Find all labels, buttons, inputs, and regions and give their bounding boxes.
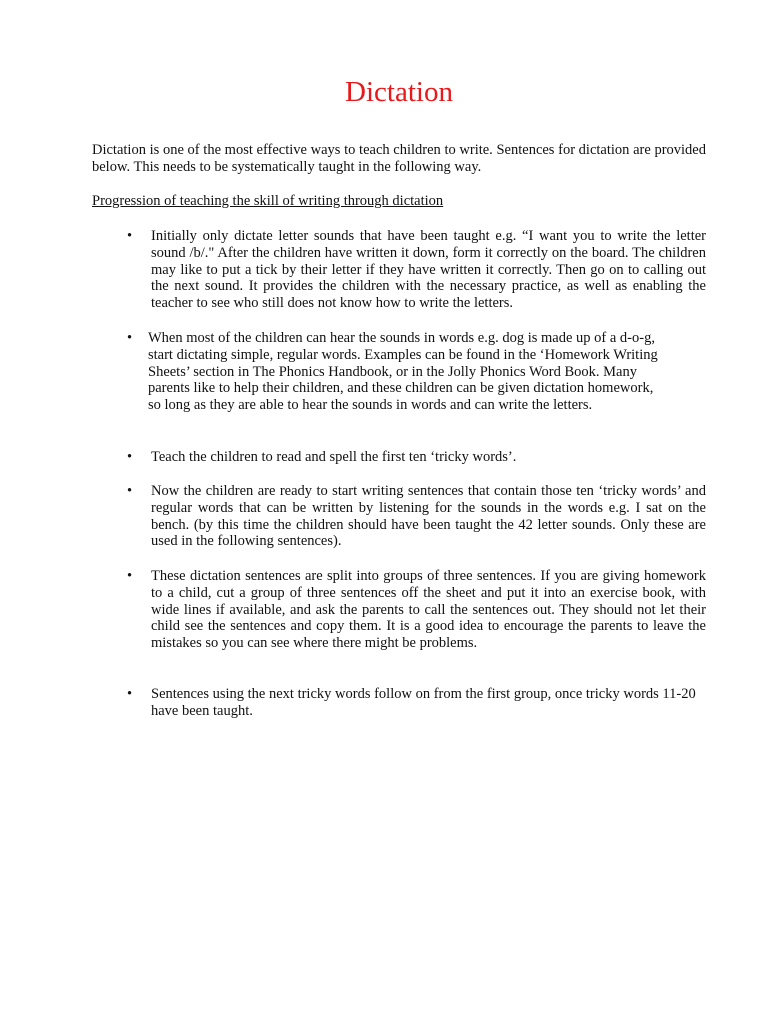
bullet-icon: • bbox=[127, 330, 133, 346]
list-item-text: Teach the children to read and spell the first ten ‘tricky words’. bbox=[151, 449, 517, 465]
bullet-icon: • bbox=[127, 449, 133, 465]
bullet-icon: • bbox=[127, 483, 133, 499]
list-item-text: Initially only dictate letter sounds that have been taught e.g. “I want you to write the letter sound /b/." After the children have written it down, form it correctly on the board. The children may like to put a tick by their letter if they have written it correctly. Then go on to calling out the next sound. It provides the children with the necessary practice, as well as enabling the teacher to see who still does not know how to write the letters. bbox=[151, 228, 706, 312]
list-item-text: Sentences using the next tricky words follow on from the first group, once tricky words 11-20 have been taught. bbox=[151, 686, 696, 719]
list-item-text: Now the children are ready to start writing sentences that contain those ten ‘tricky words’ and regular words that can be written by listening for the sounds in the words e.g. I sat on the bench. (by this time the children should have been taught the 42 letter sounds. Only these are used in the following sentences). bbox=[151, 483, 706, 550]
list-item-text: When most of the children can hear the sounds in words e.g. dog is made up of a d-o-g, start dictating simple, regular words. Examples can be found in the ‘Homework Writing Sheets’ section in The Phonics Handbook, or in the Jolly Phonics Word Book. Many parents like to help their children, and these children can be given dictation homework, so long as they are able to hear the sounds in words and can write the letters. bbox=[148, 330, 658, 414]
list-item-text: These dictation sentences are split into groups of three sentences. If you are giving homework to a child, cut a group of three sentences off the sheet and put it into an exercise book, with wide lines if available, and ask the parents to call the sentences out. They should not let their child see the sentences and copy them. It is a good idea to encourage the parents to leave the mistakes so you can see where there might be problems. bbox=[151, 568, 706, 652]
bullet-icon: • bbox=[127, 228, 133, 244]
page-title: Dictation bbox=[345, 76, 453, 108]
bullet-icon: • bbox=[127, 686, 133, 702]
bullet-icon: • bbox=[127, 568, 133, 584]
section-subheading: Progression of teaching the skill of writing through dictation bbox=[92, 193, 444, 209]
intro-paragraph: Dictation is one of the most effective ways to teach children to write. Sentences for dictation are provided below. This needs to be systematically taught in the following way. bbox=[92, 142, 706, 175]
